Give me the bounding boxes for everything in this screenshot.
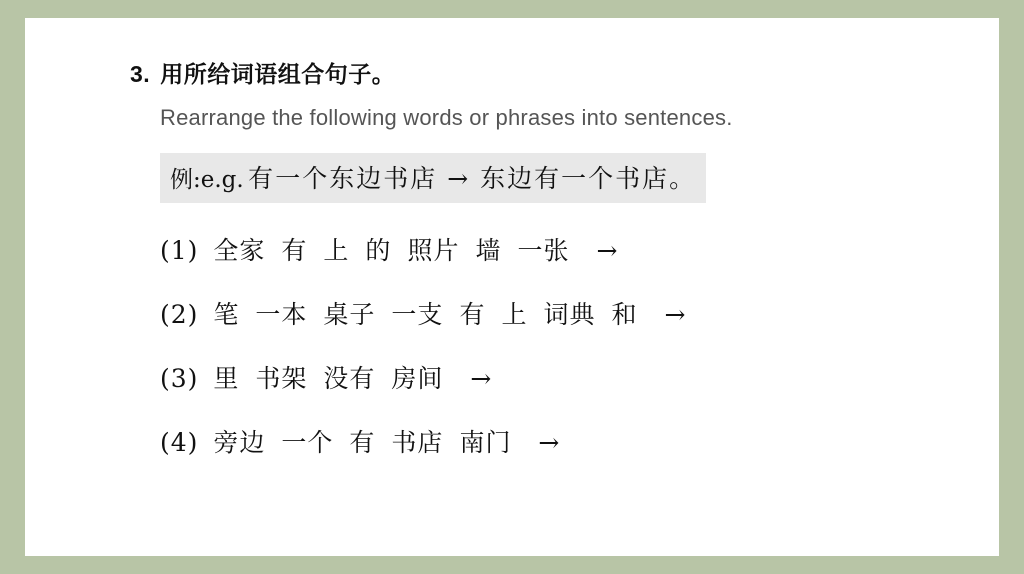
word-token: 照片 — [407, 236, 460, 265]
word-token: 词典 — [543, 300, 596, 329]
word-token: 没有 — [323, 364, 376, 393]
word-token: 房间 — [391, 364, 444, 393]
question-row — [160, 423, 959, 459]
word-token: 墙 — [475, 236, 502, 265]
word-token: 上 — [501, 300, 528, 329]
question-row — [160, 359, 959, 395]
question-number: (1) — [160, 236, 199, 265]
word-token: 和 — [611, 300, 638, 329]
word-token: 有 — [248, 164, 276, 193]
word-token: 有 — [459, 300, 486, 329]
word-token: 里 — [213, 364, 240, 393]
word-token: 南门 — [459, 428, 512, 457]
task-title-chinese: 用所给词语组合句子。 — [160, 62, 396, 88]
task-subtitle-english: Rearrange the following words or phrases into sentences. — [160, 105, 733, 130]
question-words — [213, 300, 653, 329]
word-token: 东边 — [329, 164, 384, 193]
question-row — [160, 231, 959, 267]
question-number: (4) — [160, 428, 199, 457]
question-arrow: → — [470, 364, 493, 393]
word-token: 一个 — [281, 428, 334, 457]
question-arrow: → — [596, 236, 619, 265]
example-words — [248, 164, 437, 193]
example-body — [248, 164, 696, 193]
example-answer: 东边有一个书店。 — [480, 164, 697, 193]
question-number: (2) — [160, 300, 199, 329]
word-token: 笔 — [213, 300, 240, 329]
question-number: (3) — [160, 364, 199, 393]
example-arrow: → — [447, 164, 471, 193]
question-words — [213, 236, 585, 265]
word-token: 上 — [323, 236, 350, 265]
word-token: 书架 — [255, 364, 308, 393]
example-label: 例:e.g. — [170, 167, 244, 193]
word-token: 的 — [365, 236, 392, 265]
word-token: 一本 — [255, 300, 308, 329]
question-words — [213, 364, 459, 393]
slide-canvas — [25, 18, 999, 556]
word-token: 一个 — [275, 164, 330, 193]
question-arrow: → — [538, 428, 561, 457]
word-token: 旁边 — [213, 428, 266, 457]
question-arrow: → — [664, 300, 687, 329]
word-token: 书店 — [383, 164, 438, 193]
task-header — [130, 56, 959, 89]
question-words — [213, 428, 527, 457]
word-token: 有 — [281, 236, 308, 265]
word-token: 有 — [349, 428, 376, 457]
word-token: 一张 — [517, 236, 570, 265]
question-row — [160, 295, 959, 331]
word-token: 一支 — [391, 300, 444, 329]
word-token: 书店 — [391, 428, 444, 457]
exercise-content — [130, 56, 959, 459]
word-token: 全家 — [213, 236, 266, 265]
example-row — [160, 153, 706, 203]
word-token: 桌子 — [323, 300, 376, 329]
task-number: 3. — [130, 61, 151, 87]
